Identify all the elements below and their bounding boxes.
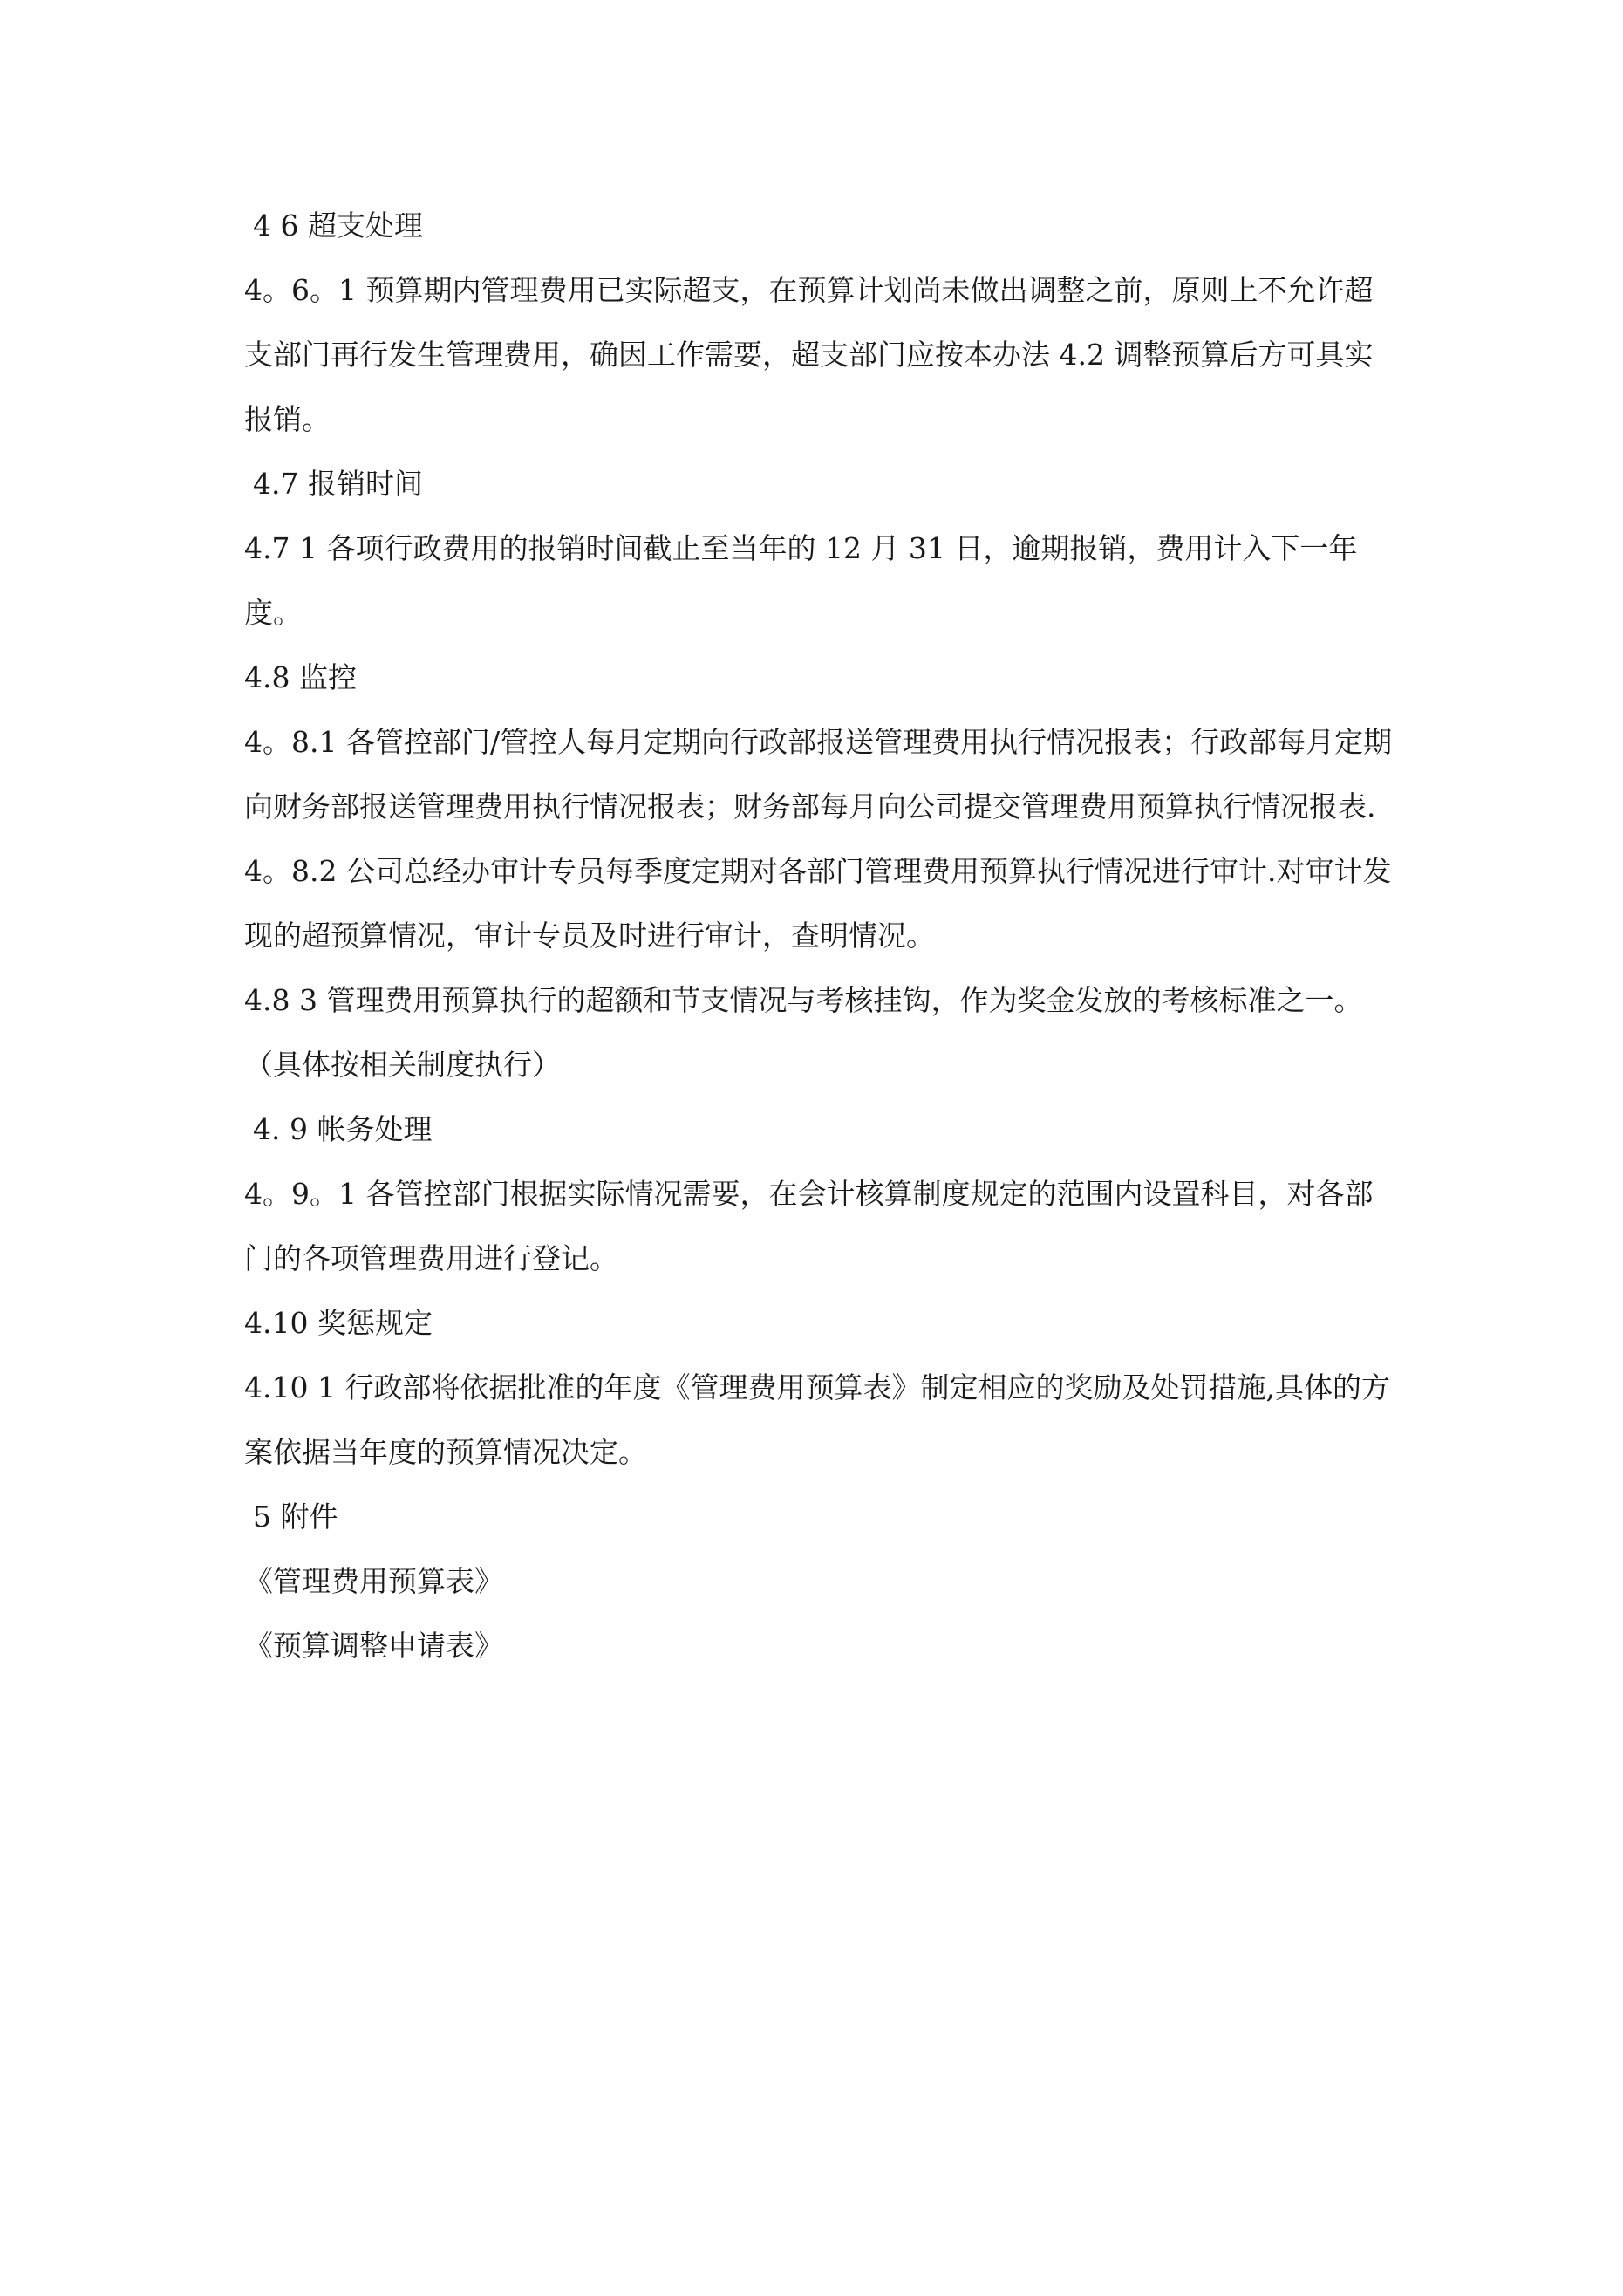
section-heading-4-10: 4.10 奖惩规定	[244, 1306, 433, 1340]
paragraph-4-10-1: 4.10 1 行政部将依据批准的年度《管理费用预算表》制定相应的奖励及处罚措施,具体的方案依据当年度的预算情况决定。	[244, 1370, 1390, 1469]
section-heading-4-7: 4.7 报销时间	[253, 467, 423, 501]
attachment-item: 《管理费用预算表》	[244, 1564, 503, 1598]
paragraph-4-8-2: 4。8.2 公司总经办审计专员每季度定期对各部门管理费用预算执行情况进行审计.对审计发现的超预算情况，审计专员及时进行审计，查明情况。	[244, 854, 1392, 953]
document-body	[244, 194, 1395, 1678]
section-heading-4-9: 4. 9 帐务处理	[253, 1112, 433, 1146]
paragraph-4-8-3: 4.8 3 管理费用预算执行的超额和节支情况与考核挂钩，作为奖金发放的考核标准之一。（具体按相关制度执行）	[244, 983, 1363, 1082]
section-heading-4-8: 4.8 监控	[244, 660, 357, 694]
paragraph-4-9-1: 4。9。1 各管控部门根据实际情况需要，在会计核算制度规定的范围内设置科目，对各部门的各项管理费用进行登记。	[244, 1177, 1374, 1275]
section-heading-5: 5 附件	[253, 1500, 338, 1534]
paragraph-4-7-1: 4.7 1 各项行政费用的报销时间截止至当年的 12 月 31 日，逾期报销，费用计入下一年度。	[244, 531, 1358, 630]
attachment-item: 《预算调整申请表》	[244, 1629, 503, 1663]
paragraph-4-6-1: 4。6。1 预算期内管理费用已实际超支，在预算计划尚未做出调整之前，原则上不允许超支部门再行发生管理费用，确因工作需要，超支部门应按本办法 4.2 调整预算后方可具实报销。	[244, 273, 1374, 436]
section-heading-4-6: 4 6 超支处理	[253, 208, 423, 243]
paragraph-4-8-1: 4。8.1 各管控部门/管控人每月定期向行政部报送管理费用执行情况报表；行政部每月定期向财务部报送管理费用执行情况报表；财务部每月向公司提交管理费用预算执行情况报表.	[244, 725, 1393, 823]
